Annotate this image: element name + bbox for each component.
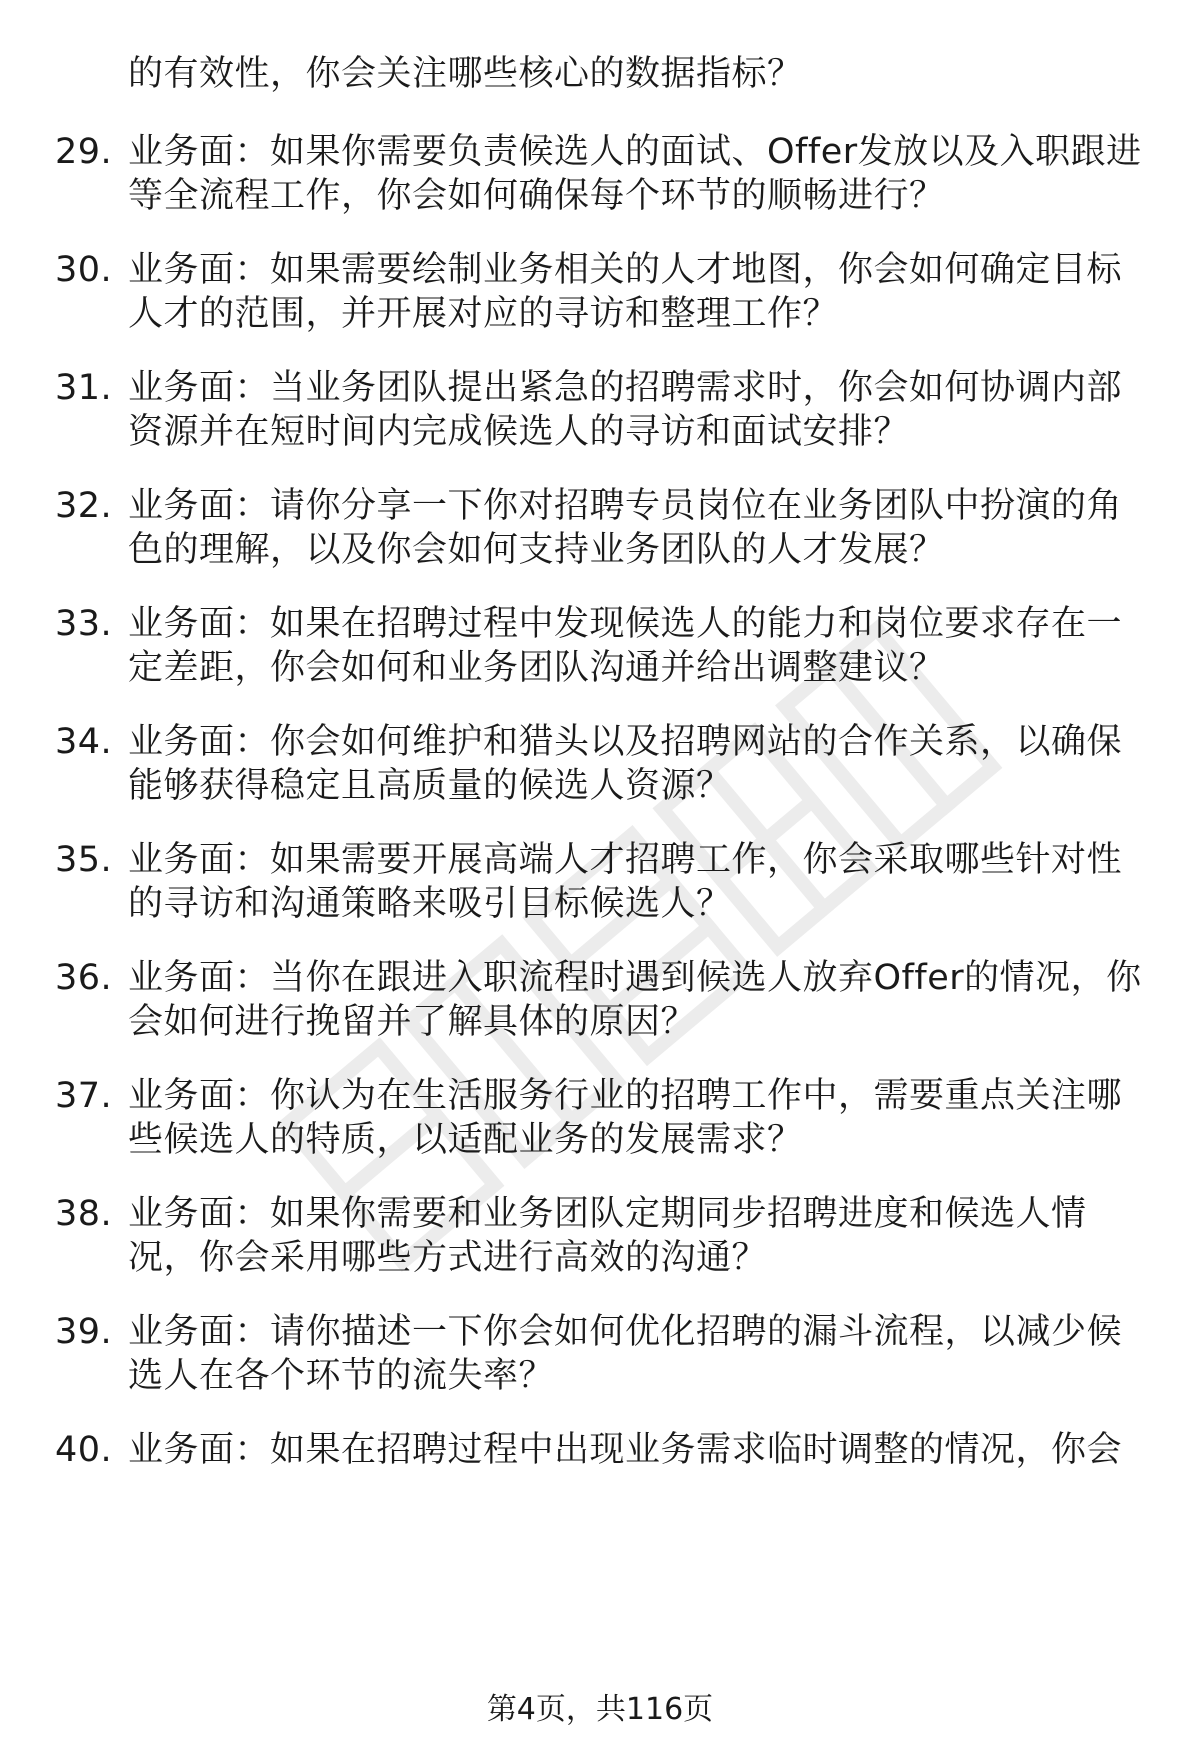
- item-text: 些候选人的特质，以适配业务的发展需求？: [128, 1120, 803, 1160]
- item-text: 色的理解，以及你会如何支持业务团队的人才发展？: [128, 530, 945, 570]
- item-number: 30.: [55, 250, 113, 290]
- item-number: 38.: [55, 1194, 113, 1234]
- item-text: 会如何进行挽留并了解具体的原因？: [128, 1002, 697, 1042]
- item-text: 业务面：当你在跟进入职流程时遇到候选人放弃Offer的情况，你: [128, 958, 1142, 998]
- item-number: 37.: [55, 1076, 113, 1116]
- item-text-continuation: 的有效性，你会关注哪些核心的数据指标？: [128, 54, 803, 94]
- item-text: 业务面：如果需要开展高端人才招聘工作，你会采取哪些针对性: [128, 840, 1123, 880]
- item-text: 业务面：如果你需要负责候选人的面试、Offer发放以及入职跟进: [128, 132, 1142, 172]
- item-text: 能够获得稳定且高质量的候选人资源？: [128, 766, 732, 806]
- item-text: 业务面：当业务团队提出紧急的招聘需求时，你会如何协调内部: [128, 368, 1123, 408]
- item-number: 39.: [55, 1312, 113, 1352]
- item-number: 31.: [55, 368, 113, 408]
- item-text: 选人在各个环节的流失率？: [128, 1356, 555, 1396]
- item-number: 36.: [55, 958, 113, 998]
- item-text: 业务面：请你分享一下你对招聘专员岗位在业务团队中扮演的角: [128, 486, 1123, 526]
- item-number: 34.: [55, 722, 113, 762]
- page-footer: 第4页，共116页: [486, 1692, 714, 1727]
- item-text: 业务面：如果你需要和业务团队定期同步招聘进度和候选人情: [128, 1194, 1087, 1234]
- item-number: 29.: [55, 132, 113, 172]
- item-text: 业务面：如果在招聘过程中出现业务需求临时调整的情况，你会: [128, 1430, 1123, 1470]
- item-text: 定差距，你会如何和业务团队沟通并给出调整建议？: [128, 648, 945, 688]
- item-text: 业务面：如果在招聘过程中发现候选人的能力和岗位要求存在一: [128, 604, 1123, 644]
- item-text: 人才的范围，并开展对应的寻访和整理工作？: [128, 294, 839, 334]
- item-number: 33.: [55, 604, 113, 644]
- item-text: 业务面：如果需要绘制业务相关的人才地图，你会如何确定目标: [128, 250, 1123, 290]
- item-text: 业务面：请你描述一下你会如何优化招聘的漏斗流程，以减少候: [128, 1312, 1123, 1352]
- item-text: 业务面：你会如何维护和猎头以及招聘网站的合作关系，以确保: [128, 722, 1123, 762]
- item-text: 等全流程工作，你会如何确保每个环节的顺畅进行？: [128, 176, 945, 216]
- item-text: 况，你会采用哪些方式进行高效的沟通？: [128, 1238, 768, 1278]
- item-text: 的寻访和沟通策略来吸引目标候选人？: [128, 884, 732, 924]
- item-number: 40.: [55, 1430, 113, 1470]
- item-number: 35.: [55, 840, 113, 880]
- item-text: 资源并在短时间内完成候选人的寻访和面试安排？: [128, 412, 910, 452]
- item-text: 业务面：你认为在生活服务行业的招聘工作中，需要重点关注哪: [128, 1076, 1123, 1116]
- item-number: 32.: [55, 486, 113, 526]
